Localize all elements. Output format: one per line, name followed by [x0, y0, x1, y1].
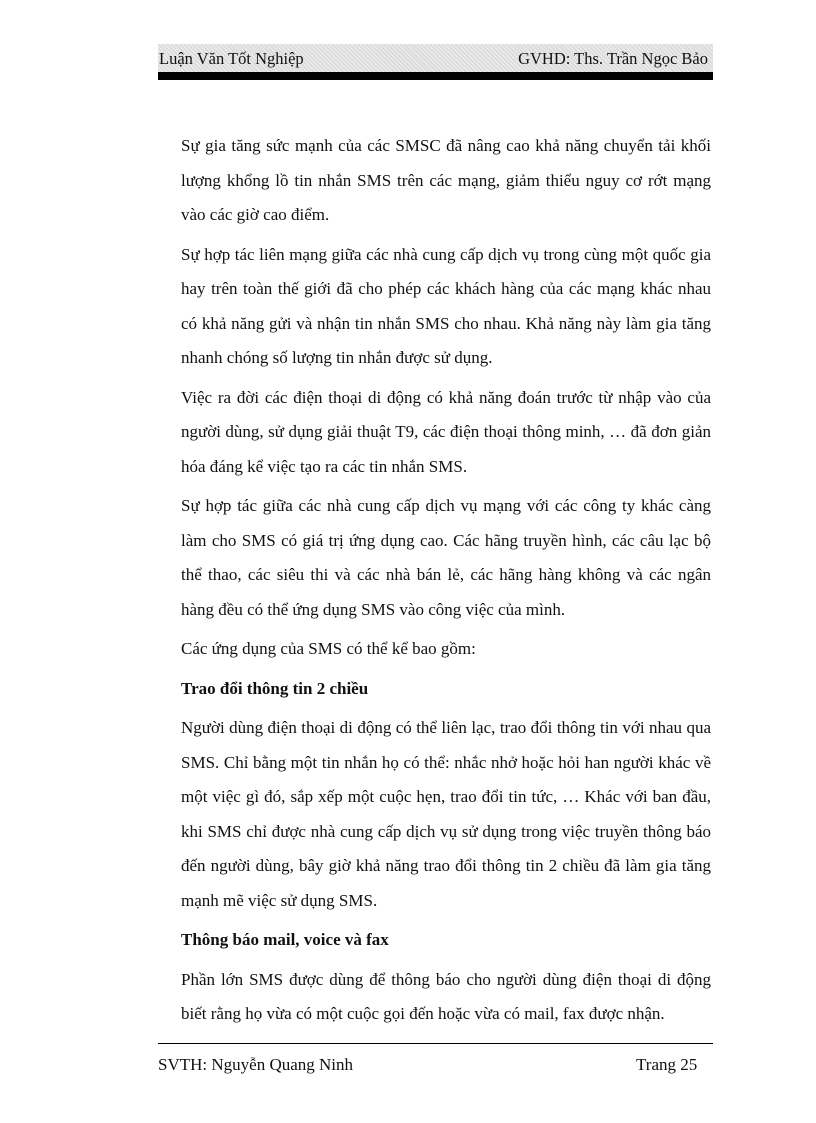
paragraph-two-way-messaging: Người dùng điện thoại di động có thể liên lạc, trao đổi thông tin với nhau qua SMS. Chỉ bằng một tin nhắn họ có thể: nhắc nhở hoặc hỏi han người khác về một việc gì đó, sắp xếp một cuộc hẹn, trao đổi tin tức, … Khác với ban đầu, khi SMS chỉ được nhà cung cấp dịch vụ sử dụng trong việc truyền thông báo đến người dùng, bây giờ khả năng trao đổi thông tin 2 chiều đã làm gia tăng mạnh mẽ việc sử dụng SMS. — [181, 718, 711, 910]
heading-two-way-messaging: Trao đổi thông tin 2 chiều — [181, 678, 369, 698]
page-number: Trang 25 — [636, 1055, 698, 1074]
paragraph-predictive-text: Việc ra đời các điện thoại di động có khả năng đoán trước từ nhập vào của người dùng, sử dụng giải thuật T9, các điện thoại thông minh, … đã đơn giản hóa đáng kể việc tạo ra các tin nhắn SMS. — [181, 387, 711, 476]
footer-student: SVTH: Nguyễn Quang Ninh — [158, 1055, 354, 1074]
paragraph-notifications: Phần lớn SMS được dùng để thông báo cho người dùng điện thoại di động biết rằng họ vừa có một cuộc gọi đến hoặc vừa có mail, fax được nhận. — [181, 969, 711, 1023]
footer-rule — [158, 1043, 713, 1044]
page-body — [181, 129, 711, 1032]
paragraph-interconnect: Sự hợp tác liên mạng giữa các nhà cung cấp dịch vụ trong cùng một quốc gia hay trên toàn thế giới đã cho phép các khách hàng của các mạng khác nhau có khả năng gửi và nhận tin nhắn SMS cho nhau. Khả năng này làm gia tăng nhanh chóng số lượng tin nhắn được sử dụng. — [181, 244, 711, 367]
paragraph-smsc-capacity: Sự gia tăng sức mạnh của các SMSC đã nâng cao khả năng chuyển tải khối lượng khổng lồ tin nhắn SMS trên các mạng, giảm thiểu nguy cơ rớt mạng vào các giờ cao điểm. — [181, 136, 711, 224]
header-thesis-title: Luận Văn Tốt Nghiệp — [159, 49, 304, 68]
page-header — [158, 44, 713, 72]
header-supervisor: GVHD: Ths. Trần Ngọc Bảo — [518, 49, 708, 68]
header-rule — [158, 72, 713, 80]
paragraph-partnerships: Sự hợp tác giữa các nhà cung cấp dịch vụ mạng với các công ty khác càng làm cho SMS có giá trị ứng dụng cao. Các hãng truyền hình, các câu lạc bộ thể thao, các siêu thi và các nhà bán lẻ, các hãng hàng không và các ngân hàng đều có thể ứng dụng SMS vào công việc của mình. — [181, 496, 711, 619]
paragraph-applications-intro: Các ứng dụng của SMS có thể kể bao gồm: — [181, 639, 476, 658]
heading-notifications: Thông báo mail, voice và fax — [181, 930, 389, 949]
